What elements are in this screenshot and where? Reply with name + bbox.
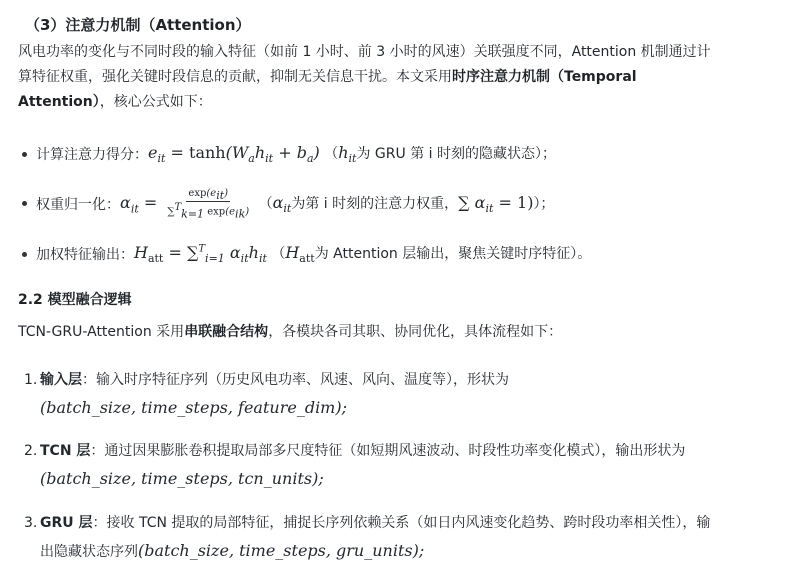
step-item-tcn [24, 440, 685, 460]
formula-label: 权重归一化： [36, 196, 120, 213]
note-var: H [285, 243, 300, 262]
formula-label: 加权特征输出： [36, 247, 134, 264]
step-item-input [24, 369, 509, 389]
note-var: h [338, 143, 349, 162]
fusion-intro-pre: TCN-GRU-Attention 采用 [18, 324, 185, 340]
formula-label: 计算注意力得分： [36, 147, 148, 164]
intro-line-3 [18, 90, 778, 115]
step-text: ：输入时序特征序列（历史风电功率、风速、风向、温度等），形状为 [82, 372, 509, 388]
note-text: 为 Attention 层输出，聚焦关键时序特征）。 [314, 246, 592, 262]
normalize-formula: $\alpha_{it}$ = $\frac{\exp(e_{it})}{\sum^T_{k=1} \exp(e_{ik})}$ [120, 188, 250, 221]
fusion-intro-post: ，各模块各司其职、协同优化，具体流程如下： [268, 324, 563, 340]
step-shape-input: (batch_size, time_steps, feature_dim); [40, 398, 347, 417]
note-variable [338, 143, 357, 166]
bullet-icon [22, 152, 27, 157]
step-title: GRU 层 [40, 515, 93, 531]
output-formula: $H_{att} = \sum^T_{i=1}$ $\alpha_{it}h_{it}$ [134, 243, 267, 266]
step-text: ：通过因果膨胀卷积提取局部多尺度特征（如短期风速波动、时段性功率变化模式），输出形状为 [90, 443, 686, 459]
note-sub: it [348, 152, 357, 166]
note-text: 为 GRU 第 i 时刻的隐藏状态）； [356, 146, 556, 162]
step-item-gru [24, 512, 710, 532]
note-sub: it [283, 201, 292, 215]
note-variable [272, 192, 292, 215]
intro-line-2-text: 算特征权重，强化关键时段信息的贡献，抑制无关信息干扰。本文采用 [18, 69, 452, 85]
note-text: 为第 i 时刻的注意力权重， [291, 195, 459, 212]
step-text-2: 出隐藏状态序列 [40, 544, 138, 560]
note-open: （ [258, 195, 273, 212]
note-close: ）； [533, 195, 555, 212]
intro-line-1: 风电功率的变化与不同时段的输入特征（如前 1 小时、前 3 小时的风速）关联强度不同，Attention 机制通过计 [18, 44, 711, 60]
bullet-icon [22, 201, 27, 206]
formula-note [267, 243, 591, 265]
bullet-icon [22, 252, 27, 257]
temporal-attention-bold: 时序注意力机制（Temporal [452, 69, 637, 85]
formula-note [320, 143, 556, 165]
formula-note [254, 193, 554, 215]
note-open: （ [324, 146, 339, 162]
note-variable [285, 243, 315, 266]
note-sub: att [299, 252, 315, 266]
note-open: （ [271, 246, 286, 262]
intro-line-3-text: ，核心公式如下： [99, 94, 212, 110]
fusion-structure-bold: 串联融合结构 [184, 324, 269, 340]
formula-item-output [22, 243, 591, 265]
formula-item-normalize [22, 188, 554, 219]
score-formula: $e_{it} = \tanh(W_ah_{it} + b_a)$ [148, 143, 320, 166]
fusion-intro-paragraph [18, 320, 778, 345]
section-heading: （3）注意力机制（Attention） [25, 16, 251, 34]
attention-bold: Attention） [18, 94, 100, 110]
note-var: α [272, 192, 284, 212]
step-item-gru-cont [40, 541, 424, 561]
step-number: 2. [24, 443, 38, 459]
step-shape-gru: (batch_size, time_steps, gru_units); [138, 541, 425, 560]
step-text: ：接收 TCN 提取的局部特征，捕捉长序列依赖关系（如日内风速变化趋势、跨时段功率相关性），输 [92, 515, 711, 531]
subsection-heading: 2.2 模型融合逻辑 [18, 292, 132, 308]
step-number: 1. [24, 372, 38, 388]
step-shape-tcn: (batch_size, time_steps, tcn_units); [40, 469, 324, 488]
step-title: 输入层 [40, 372, 82, 388]
step-number: 3. [24, 515, 38, 531]
step-title: TCN 层 [40, 443, 91, 459]
softmax-fraction: $\frac{\exp(e_{it})}{\sum^T_{k=1} \exp(e_{ik})}$ [167, 188, 250, 221]
intro-line-2 [18, 65, 778, 90]
sum-constraint: ∑ $\alpha_{it} = 1$) [458, 192, 534, 215]
formula-item-score [22, 143, 556, 165]
attention-intro-paragraph [18, 40, 778, 115]
